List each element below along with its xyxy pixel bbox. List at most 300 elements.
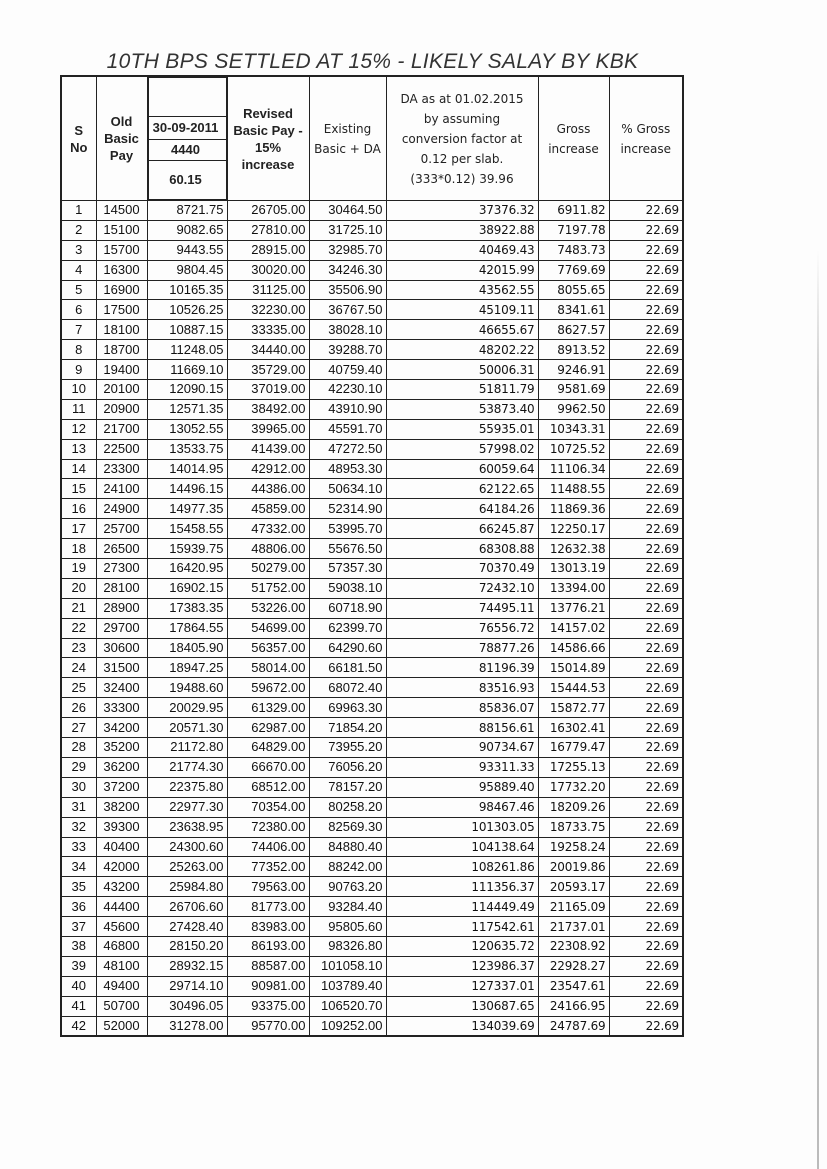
da-2011-blank — [148, 78, 226, 117]
revised-basic-cell: 45859.00 — [227, 499, 309, 519]
existing-basic-da-cell: 109252.00 — [309, 1016, 386, 1036]
revised-basic-cell: 77352.00 — [227, 857, 309, 877]
salary-table — [60, 75, 684, 1037]
da-2015-total-cell: 98467.46 — [386, 797, 538, 817]
header-gross-line: increase — [548, 141, 599, 156]
revised-basic-cell: 30020.00 — [227, 260, 309, 280]
gross-increase-cell: 11106.34 — [538, 459, 609, 479]
da-2011-amount-cell: 11669.10 — [147, 360, 227, 380]
gross-increase-cell: 8913.52 — [538, 340, 609, 360]
gross-increase-cell: 15872.77 — [538, 698, 609, 718]
header-pct-gross-increase — [609, 76, 683, 201]
da-2011-amount-cell: 16420.95 — [147, 559, 227, 579]
table-row — [61, 380, 683, 400]
header-da-2015-line: 0.12 per slab. — [420, 151, 504, 166]
revised-basic-cell: 66670.00 — [227, 757, 309, 777]
da-2015-total-cell: 40469.43 — [386, 240, 538, 260]
da-2011-amount-cell: 10887.15 — [147, 320, 227, 340]
da-2011-amount-cell: 14977.35 — [147, 499, 227, 519]
old-basic-cell: 23300 — [96, 459, 147, 479]
da-2011-amount-cell: 12571.35 — [147, 399, 227, 419]
table-row — [61, 917, 683, 937]
da-2015-total-cell: 72432.10 — [386, 578, 538, 598]
header-pct-line: increase — [620, 141, 672, 156]
table-row — [61, 738, 683, 758]
revised-basic-cell: 81773.00 — [227, 897, 309, 917]
sno-cell: 14 — [61, 459, 96, 479]
table-row — [61, 539, 683, 559]
gross-increase-cell: 14586.66 — [538, 638, 609, 658]
pct-gross-increase-cell: 22.69 — [609, 578, 683, 598]
existing-basic-da-cell: 47272.50 — [309, 439, 386, 459]
scan-edge-line — [817, 250, 819, 1169]
da-2011-amount-cell: 22375.80 — [147, 777, 227, 797]
table-row — [61, 300, 683, 320]
da-2015-total-cell: 120635.72 — [386, 936, 538, 956]
pct-gross-increase-cell: 22.69 — [609, 1016, 683, 1036]
pct-gross-increase-cell: 22.69 — [609, 738, 683, 758]
existing-basic-da-cell: 35506.90 — [309, 280, 386, 300]
old-basic-cell: 37200 — [96, 777, 147, 797]
old-basic-cell: 43200 — [96, 877, 147, 897]
gross-increase-cell: 6911.82 — [538, 201, 609, 221]
pct-gross-increase-cell: 22.69 — [609, 996, 683, 1016]
table-row — [61, 857, 683, 877]
pct-gross-increase-cell: 22.69 — [609, 320, 683, 340]
gross-increase-cell: 13776.21 — [538, 598, 609, 618]
da-2011-amount-cell: 29714.10 — [147, 976, 227, 996]
gross-increase-cell: 21737.01 — [538, 917, 609, 937]
existing-basic-da-cell: 101058.10 — [309, 956, 386, 976]
header-sno-line: S — [74, 122, 84, 138]
old-basic-cell: 48100 — [96, 956, 147, 976]
table-row — [61, 777, 683, 797]
da-2011-amount-cell: 11248.05 — [147, 340, 227, 360]
header-da-2015-line: conversion factor at — [401, 131, 523, 146]
existing-basic-da-cell: 103789.40 — [309, 976, 386, 996]
da-2015-total-cell: 37376.32 — [386, 201, 538, 221]
existing-basic-da-cell: 76056.20 — [309, 757, 386, 777]
existing-basic-da-cell: 88242.00 — [309, 857, 386, 877]
old-basic-cell: 27300 — [96, 559, 147, 579]
existing-basic-da-cell: 53995.70 — [309, 519, 386, 539]
revised-basic-cell: 56357.00 — [227, 638, 309, 658]
gross-increase-cell: 24787.69 — [538, 1016, 609, 1036]
table-row — [61, 877, 683, 897]
sno-cell: 37 — [61, 917, 96, 937]
revised-basic-cell: 41439.00 — [227, 439, 309, 459]
da-2015-total-cell: 108261.86 — [386, 857, 538, 877]
pct-gross-increase-cell: 22.69 — [609, 399, 683, 419]
sno-cell: 28 — [61, 738, 96, 758]
old-basic-cell: 38200 — [96, 797, 147, 817]
existing-basic-da-cell: 34246.30 — [309, 260, 386, 280]
gross-increase-cell: 9246.91 — [538, 360, 609, 380]
pct-gross-increase-cell: 22.69 — [609, 976, 683, 996]
old-basic-cell: 52000 — [96, 1016, 147, 1036]
da-2011-amount-cell: 19488.60 — [147, 678, 227, 698]
gross-increase-cell: 20019.86 — [538, 857, 609, 877]
table-row — [61, 399, 683, 419]
da-2015-total-cell: 85836.07 — [386, 698, 538, 718]
sno-cell: 27 — [61, 718, 96, 738]
sno-cell: 22 — [61, 618, 96, 638]
old-basic-cell: 20100 — [96, 380, 147, 400]
da-2015-total-cell: 55935.01 — [386, 419, 538, 439]
da-2015-total-cell: 111356.37 — [386, 877, 538, 897]
da-2011-amount-cell: 28150.20 — [147, 936, 227, 956]
da-2015-total-cell: 95889.40 — [386, 777, 538, 797]
pct-gross-increase-cell: 22.69 — [609, 539, 683, 559]
sno-cell: 12 — [61, 419, 96, 439]
header-gross-line: Gross — [556, 121, 591, 136]
gross-increase-cell: 9581.69 — [538, 380, 609, 400]
gross-increase-cell: 19258.24 — [538, 837, 609, 857]
revised-basic-cell: 38492.00 — [227, 399, 309, 419]
old-basic-cell: 17500 — [96, 300, 147, 320]
da-2011-amount-cell: 18947.25 — [147, 658, 227, 678]
table-row — [61, 658, 683, 678]
gross-increase-cell: 8055.65 — [538, 280, 609, 300]
gross-increase-cell: 7483.73 — [538, 240, 609, 260]
revised-basic-cell: 53226.00 — [227, 598, 309, 618]
sno-cell: 1 — [61, 201, 96, 221]
sno-cell: 33 — [61, 837, 96, 857]
existing-basic-da-cell: 40759.40 — [309, 360, 386, 380]
old-basic-cell: 21700 — [96, 419, 147, 439]
da-2015-total-cell: 127337.01 — [386, 976, 538, 996]
da-2015-total-cell: 43562.55 — [386, 280, 538, 300]
da-2011-amount-cell: 21172.80 — [147, 738, 227, 758]
pct-gross-increase-cell: 22.69 — [609, 300, 683, 320]
existing-basic-da-cell: 30464.50 — [309, 201, 386, 221]
revised-basic-cell: 34440.00 — [227, 340, 309, 360]
gross-increase-cell: 22928.27 — [538, 956, 609, 976]
revised-basic-cell: 79563.00 — [227, 877, 309, 897]
pct-gross-increase-cell: 22.69 — [609, 857, 683, 877]
da-2015-total-cell: 74495.11 — [386, 598, 538, 618]
sno-cell: 40 — [61, 976, 96, 996]
existing-basic-da-cell: 95805.60 — [309, 917, 386, 937]
table-row — [61, 598, 683, 618]
existing-basic-da-cell: 57357.30 — [309, 559, 386, 579]
sno-cell: 29 — [61, 757, 96, 777]
existing-basic-da-cell: 45591.70 — [309, 419, 386, 439]
table-row — [61, 320, 683, 340]
sno-cell: 2 — [61, 220, 96, 240]
pct-gross-increase-cell: 22.69 — [609, 220, 683, 240]
gross-increase-cell: 12250.17 — [538, 519, 609, 539]
existing-basic-da-cell: 59038.10 — [309, 578, 386, 598]
pct-gross-increase-cell: 22.69 — [609, 936, 683, 956]
table-row — [61, 837, 683, 857]
da-2015-total-cell: 76556.72 — [386, 618, 538, 638]
sno-cell: 6 — [61, 300, 96, 320]
pct-gross-increase-cell: 22.69 — [609, 519, 683, 539]
existing-basic-da-cell: 66181.50 — [309, 658, 386, 678]
header-gross-increase — [538, 76, 609, 201]
gross-increase-cell: 13013.19 — [538, 559, 609, 579]
pct-gross-increase-cell: 22.69 — [609, 419, 683, 439]
da-2015-total-cell: 45109.11 — [386, 300, 538, 320]
revised-basic-cell: 64829.00 — [227, 738, 309, 758]
revised-basic-cell: 28915.00 — [227, 240, 309, 260]
da-2011-amount-cell: 20571.30 — [147, 718, 227, 738]
da-2011-amount-cell: 9804.45 — [147, 260, 227, 280]
da-2015-total-cell: 90734.67 — [386, 738, 538, 758]
existing-basic-da-cell: 106520.70 — [309, 996, 386, 1016]
da-2011-amount-cell: 17864.55 — [147, 618, 227, 638]
existing-basic-da-cell: 39288.70 — [309, 340, 386, 360]
header-existing-basic-da — [309, 76, 386, 201]
da-2015-total-cell: 50006.31 — [386, 360, 538, 380]
pct-gross-increase-cell: 22.69 — [609, 658, 683, 678]
revised-basic-cell: 33335.00 — [227, 320, 309, 340]
old-basic-cell: 46800 — [96, 936, 147, 956]
da-2011-amount-cell: 16902.15 — [147, 578, 227, 598]
document-title: 10TH BPS SETTLED AT 15% - LIKELY SALAY BY KBK — [106, 50, 639, 73]
old-basic-cell: 30600 — [96, 638, 147, 658]
da-2011-amount-cell: 17383.35 — [147, 598, 227, 618]
table-row — [61, 459, 683, 479]
table-row — [61, 817, 683, 837]
old-basic-cell: 28900 — [96, 598, 147, 618]
pct-gross-increase-cell: 22.69 — [609, 917, 683, 937]
existing-basic-da-cell: 55676.50 — [309, 539, 386, 559]
old-basic-cell: 36200 — [96, 757, 147, 777]
header-pct-line: % Gross — [621, 121, 671, 136]
sno-cell: 5 — [61, 280, 96, 300]
table-row — [61, 280, 683, 300]
sno-cell: 42 — [61, 1016, 96, 1036]
header-old-basic-line: Old — [110, 114, 133, 129]
da-2011-amount-cell: 25984.80 — [147, 877, 227, 897]
da-2015-total-cell: 88156.61 — [386, 718, 538, 738]
da-2015-total-cell: 81196.39 — [386, 658, 538, 678]
pct-gross-increase-cell: 22.69 — [609, 439, 683, 459]
da-2015-total-cell: 101303.05 — [386, 817, 538, 837]
gross-increase-cell: 7197.78 — [538, 220, 609, 240]
header-revised-line: Revised — [243, 105, 293, 121]
revised-basic-cell: 26705.00 — [227, 201, 309, 221]
table-row — [61, 220, 683, 240]
existing-basic-da-cell: 71854.20 — [309, 718, 386, 738]
da-2011-amount-cell: 18405.90 — [147, 638, 227, 658]
table-row — [61, 897, 683, 917]
header-old-basic-line: Pay — [109, 148, 134, 163]
da-2011-amount-cell: 15939.75 — [147, 539, 227, 559]
sno-cell: 11 — [61, 399, 96, 419]
pct-gross-increase-cell: 22.69 — [609, 260, 683, 280]
table-body — [61, 201, 683, 1037]
da-2015-total-cell: 83516.93 — [386, 678, 538, 698]
header-sno — [61, 76, 96, 201]
sno-cell: 7 — [61, 320, 96, 340]
sno-cell: 31 — [61, 797, 96, 817]
table-row — [61, 201, 683, 221]
pct-gross-increase-cell: 22.69 — [609, 956, 683, 976]
da-2015-total-cell: 46655.67 — [386, 320, 538, 340]
gross-increase-cell: 13394.00 — [538, 578, 609, 598]
sno-cell: 38 — [61, 936, 96, 956]
gross-increase-cell: 23547.61 — [538, 976, 609, 996]
old-basic-cell: 39300 — [96, 817, 147, 837]
da-2011-amount-cell: 21774.30 — [147, 757, 227, 777]
da-2011-amount-cell: 23638.95 — [147, 817, 227, 837]
pct-gross-increase-cell: 22.69 — [609, 638, 683, 658]
existing-basic-da-cell: 73955.20 — [309, 738, 386, 758]
table-row — [61, 797, 683, 817]
da-2011-amount-cell: 13533.75 — [147, 439, 227, 459]
sno-cell: 32 — [61, 817, 96, 837]
da-2011-amount-cell: 28932.15 — [147, 956, 227, 976]
revised-basic-cell: 31125.00 — [227, 280, 309, 300]
table-row — [61, 439, 683, 459]
da-2011-amount-cell: 9443.55 — [147, 240, 227, 260]
pct-gross-increase-cell: 22.69 — [609, 618, 683, 638]
pct-gross-increase-cell: 22.69 — [609, 877, 683, 897]
existing-basic-da-cell: 98326.80 — [309, 936, 386, 956]
existing-basic-da-cell: 36767.50 — [309, 300, 386, 320]
old-basic-cell: 40400 — [96, 837, 147, 857]
da-2015-total-cell: 57998.02 — [386, 439, 538, 459]
revised-basic-cell: 35729.00 — [227, 360, 309, 380]
pct-gross-increase-cell: 22.69 — [609, 897, 683, 917]
sno-cell: 23 — [61, 638, 96, 658]
header-da-date: 30-09-2011 — [148, 117, 226, 140]
header-da-2015-line: (333*0.12) 39.96 — [410, 171, 514, 186]
revised-basic-cell: 61329.00 — [227, 698, 309, 718]
sno-cell: 16 — [61, 499, 96, 519]
da-2011-amount-cell: 14014.95 — [147, 459, 227, 479]
table-row — [61, 578, 683, 598]
header-old-basic-line: Basic — [104, 131, 139, 146]
pct-gross-increase-cell: 22.69 — [609, 777, 683, 797]
gross-increase-cell: 15014.89 — [538, 658, 609, 678]
old-basic-cell: 28100 — [96, 578, 147, 598]
gross-increase-cell: 18209.26 — [538, 797, 609, 817]
da-2015-total-cell: 53873.40 — [386, 399, 538, 419]
da-2015-total-cell: 64184.26 — [386, 499, 538, 519]
old-basic-cell: 14500 — [96, 201, 147, 221]
pct-gross-increase-cell: 22.69 — [609, 280, 683, 300]
table-row — [61, 479, 683, 499]
da-2011-amount-cell: 13052.55 — [147, 419, 227, 439]
revised-basic-cell: 44386.00 — [227, 479, 309, 499]
sno-cell: 34 — [61, 857, 96, 877]
pct-gross-increase-cell: 22.69 — [609, 380, 683, 400]
old-basic-cell: 15700 — [96, 240, 147, 260]
revised-basic-cell: 50279.00 — [227, 559, 309, 579]
sno-cell: 21 — [61, 598, 96, 618]
header-revised-line: increase — [241, 156, 295, 172]
existing-basic-da-cell: 31725.10 — [309, 220, 386, 240]
da-2015-total-cell: 117542.61 — [386, 917, 538, 937]
gross-increase-cell: 16302.41 — [538, 718, 609, 738]
revised-basic-cell: 90981.00 — [227, 976, 309, 996]
revised-basic-cell: 42912.00 — [227, 459, 309, 479]
table-row — [61, 936, 683, 956]
da-2015-total-cell: 114449.49 — [386, 897, 538, 917]
da-2015-total-cell: 48202.22 — [386, 340, 538, 360]
table-row — [61, 340, 683, 360]
table-row — [61, 996, 683, 1016]
table-row — [61, 559, 683, 579]
sno-cell: 18 — [61, 539, 96, 559]
pct-gross-increase-cell: 22.69 — [609, 837, 683, 857]
existing-basic-da-cell: 32985.70 — [309, 240, 386, 260]
da-2011-amount-cell: 25263.00 — [147, 857, 227, 877]
old-basic-cell: 16300 — [96, 260, 147, 280]
gross-increase-cell: 15444.53 — [538, 678, 609, 698]
sno-cell: 3 — [61, 240, 96, 260]
revised-basic-cell: 27810.00 — [227, 220, 309, 240]
gross-increase-cell: 21165.09 — [538, 897, 609, 917]
da-2015-total-cell: 42015.99 — [386, 260, 538, 280]
table-row — [61, 240, 683, 260]
sno-cell: 36 — [61, 897, 96, 917]
da-2011-amount-cell: 14496.15 — [147, 479, 227, 499]
gross-increase-cell: 16779.47 — [538, 738, 609, 758]
sno-cell: 25 — [61, 678, 96, 698]
sno-cell: 30 — [61, 777, 96, 797]
sno-cell: 8 — [61, 340, 96, 360]
old-basic-cell: 16900 — [96, 280, 147, 300]
header-revised-line: Basic Pay - — [233, 122, 303, 138]
gross-increase-cell: 10725.52 — [538, 439, 609, 459]
header-da-2015-line: by assuming — [423, 111, 501, 126]
old-basic-cell: 20900 — [96, 399, 147, 419]
existing-basic-da-cell: 52314.90 — [309, 499, 386, 519]
gross-increase-cell: 9962.50 — [538, 399, 609, 419]
sno-cell: 20 — [61, 578, 96, 598]
table-row — [61, 698, 683, 718]
old-basic-cell: 24100 — [96, 479, 147, 499]
da-2015-total-cell: 93311.33 — [386, 757, 538, 777]
revised-basic-cell: 51752.00 — [227, 578, 309, 598]
revised-basic-cell: 83983.00 — [227, 917, 309, 937]
da-2015-total-cell: 60059.64 — [386, 459, 538, 479]
da-2011-amount-cell: 22977.30 — [147, 797, 227, 817]
da-2015-total-cell: 123986.37 — [386, 956, 538, 976]
table-row — [61, 757, 683, 777]
old-basic-cell: 15100 — [96, 220, 147, 240]
gross-increase-cell: 11869.36 — [538, 499, 609, 519]
old-basic-cell: 18100 — [96, 320, 147, 340]
header-da-percent: 60.15 — [148, 161, 226, 200]
old-basic-cell: 22500 — [96, 439, 147, 459]
gross-increase-cell: 17732.20 — [538, 777, 609, 797]
gross-increase-cell: 17255.13 — [538, 757, 609, 777]
da-2015-total-cell: 38922.88 — [386, 220, 538, 240]
revised-basic-cell: 54699.00 — [227, 618, 309, 638]
da-2011-amount-cell: 31278.00 — [147, 1016, 227, 1036]
table-row — [61, 519, 683, 539]
existing-basic-da-cell: 69963.30 — [309, 698, 386, 718]
table-row — [61, 1016, 683, 1036]
pct-gross-increase-cell: 22.69 — [609, 757, 683, 777]
existing-basic-da-cell: 42230.10 — [309, 380, 386, 400]
da-2015-total-cell: 66245.87 — [386, 519, 538, 539]
gross-increase-cell: 10343.31 — [538, 419, 609, 439]
gross-increase-cell: 12632.38 — [538, 539, 609, 559]
revised-basic-cell: 88587.00 — [227, 956, 309, 976]
existing-basic-da-cell: 60718.90 — [309, 598, 386, 618]
revised-basic-cell: 95770.00 — [227, 1016, 309, 1036]
sno-cell: 13 — [61, 439, 96, 459]
sno-cell: 15 — [61, 479, 96, 499]
existing-basic-da-cell: 68072.40 — [309, 678, 386, 698]
